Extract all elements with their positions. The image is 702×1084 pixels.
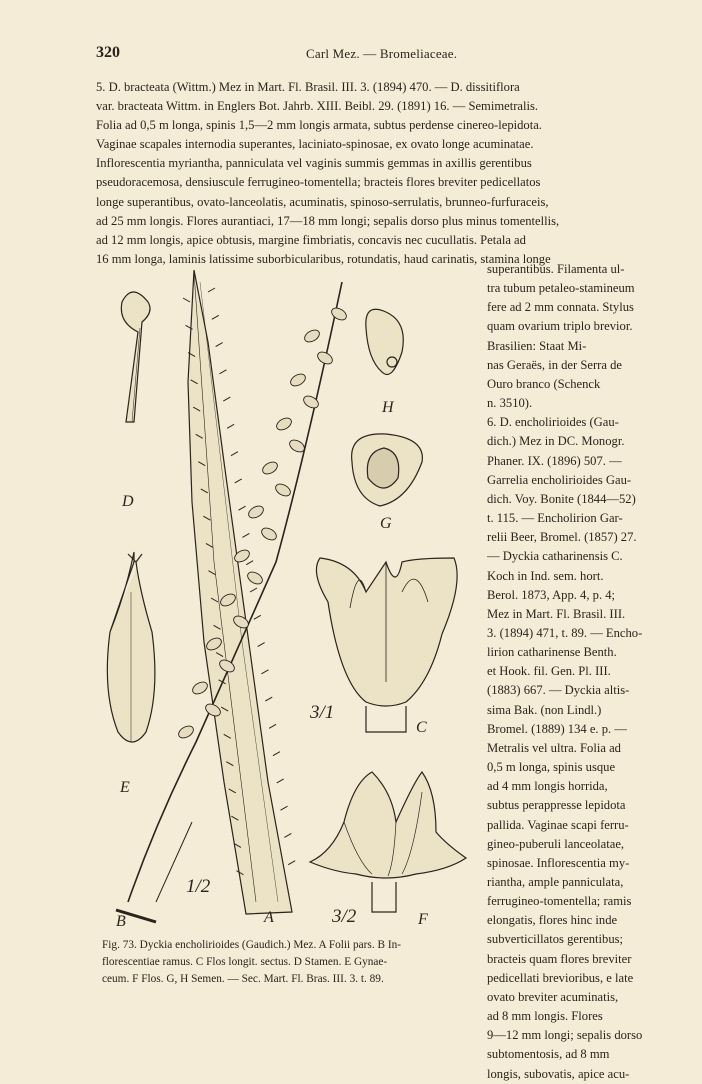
text-line: var. bracteata Wittm. in Englers Bot. Jahrb. XIII. Beibl. 29. (1891) 16. — Semimetralis. bbox=[96, 99, 539, 114]
leaf-spine bbox=[223, 397, 230, 401]
flower-section-drawing bbox=[316, 558, 457, 706]
text-line: nas Geraës, in der Serra de bbox=[487, 357, 622, 372]
text-line: relii Beer, Bromel. (1857) 27. bbox=[487, 530, 637, 545]
text-line: dich.) Mez in DC. Monogr. bbox=[487, 434, 625, 449]
text-line: 16 mm longa, laminis latissime suborbicularibus, rotundatis, haud carinatis, stamina longe bbox=[96, 251, 551, 266]
text-line: ad 8 mm longis. Flores bbox=[487, 1009, 603, 1024]
flower-bud bbox=[246, 570, 265, 587]
leaf-spine bbox=[284, 833, 291, 837]
text-line: riantha, ample panniculata, bbox=[487, 875, 624, 889]
leaf-drawing bbox=[188, 270, 292, 914]
text-line: subverticillatos gerentibus; bbox=[487, 932, 624, 947]
text-line: ad 25 mm longis. Flores aurantiaci, 17—18 mm longi; sepalis dorso plus minus tomentellis, bbox=[96, 213, 560, 228]
text-line: quam ovarium triplo brevior. bbox=[487, 319, 633, 334]
leaf-spine bbox=[254, 615, 261, 619]
text-line: Inflorescentia myriantha, panniculata vel vaginis summis gemmas in axillis gerentibus bbox=[96, 156, 532, 171]
leaf-spine bbox=[273, 752, 280, 756]
flower-bud bbox=[316, 350, 335, 367]
scale-half: 1/2 bbox=[186, 876, 211, 897]
text-line: ferrugineo-tomentella; ramis bbox=[487, 894, 632, 909]
text-line: Garrelia encholirioides Gau- bbox=[487, 472, 632, 487]
leaf-spine bbox=[235, 479, 242, 483]
stamen-drawing bbox=[121, 292, 150, 422]
text-line: Koch in Ind. sem. hort. bbox=[487, 568, 604, 583]
text-line: Folia ad 0,5 m longa, spinis 1,5—2 mm longis armata, subtus perdense cinereo-lepidota. bbox=[96, 118, 542, 133]
text-line: fere ad 2 mm connata. Stylus bbox=[487, 300, 634, 315]
text-line: 9—12 mm longi; sepalis dorso bbox=[487, 1028, 643, 1043]
figure-label-b: B bbox=[116, 913, 126, 930]
leaf-spine bbox=[219, 370, 226, 374]
leaf-spine bbox=[258, 643, 265, 647]
text-line: Phaner. IX. (1896) 507. — bbox=[487, 453, 622, 468]
leaf-spine bbox=[242, 533, 249, 537]
text-line: Ouro branco (Schenck bbox=[487, 376, 601, 391]
text-line: et Hook. fil. Gen. Pl. III. bbox=[487, 664, 611, 679]
text-line: subtus perappresse lepidota bbox=[487, 798, 626, 813]
leaf-spine bbox=[250, 588, 257, 592]
text-line: pseudoracemosa, densiuscule ferrugineo-tomentella; bracteis flores breviter pedicellatos bbox=[96, 175, 541, 190]
figure-label-a: A bbox=[264, 909, 274, 926]
flower-bud bbox=[247, 504, 266, 521]
leaf-spine bbox=[212, 315, 219, 319]
text-line: longe superantibus, ovato-lanceolatis, acuminatis, spinoso-serrulatis, brunneo-furfuraceis, bbox=[96, 194, 549, 209]
scale-three-one: 3/1 bbox=[310, 702, 335, 723]
text-line: t. 115. — Encholirion Gar- bbox=[487, 511, 623, 526]
figure-label-g: G bbox=[380, 515, 392, 532]
figure-label-d: D bbox=[122, 493, 134, 510]
text-line: Metralis vel ultra. Folia ad bbox=[487, 740, 621, 755]
text-line: Berol. 1873, App. 4, p. 4; bbox=[487, 587, 616, 602]
text-line: tra tubum petaleo-stamineum bbox=[487, 281, 635, 296]
text-line: subtomentosis, ad 8 mm bbox=[487, 1047, 610, 1062]
text-line: pedicellati brevioribus, e late bbox=[487, 970, 634, 985]
caption-line: ceum. F Flos. G, H Semen. — Sec. Mart. Fl. Bras. III. 3. t. 89. bbox=[102, 973, 384, 986]
figure-illustration bbox=[96, 262, 476, 934]
text-line: sima Bak. (non Lindl.) bbox=[487, 702, 602, 717]
botanical-figure bbox=[96, 262, 476, 934]
text-line: — Dyckia catharinensis C. bbox=[487, 549, 623, 564]
text-line: elongatis, flores hinc inde bbox=[487, 913, 618, 928]
flower-bud bbox=[289, 372, 308, 389]
caption-line: florescentiae ramus. C Flos longit. sectus. D Stamen. E Gynae- bbox=[102, 956, 388, 969]
text-line: gineo-puberuli lanceolatae, bbox=[487, 836, 625, 851]
text-line: Vaginae scapales internodia superantes, laciniato-spinosae, ex ovato longe acuminatae. bbox=[96, 137, 534, 152]
text-line: (1883) 667. — Dyckia altis- bbox=[487, 683, 630, 698]
leaf-spine bbox=[227, 424, 234, 428]
text-line: bracteis quam flores breviter bbox=[487, 951, 632, 966]
leaf-spine bbox=[216, 343, 223, 347]
running-head: Carl Mez. — Bromeliaceae. bbox=[306, 46, 458, 61]
leaf-spine bbox=[231, 452, 238, 456]
text-line: 3. (1894) 471, t. 89. — Encho- bbox=[487, 625, 643, 640]
leaf-spine bbox=[261, 670, 268, 674]
seed-h-drawing bbox=[366, 309, 403, 374]
page-number: 320 bbox=[96, 44, 120, 61]
flower-bud bbox=[274, 482, 293, 499]
flower-bud bbox=[260, 526, 279, 543]
flower-bud bbox=[275, 416, 294, 433]
text-line: Brasilien: Staat Mi- bbox=[487, 338, 587, 353]
entry-5-paragraph bbox=[96, 78, 674, 269]
leaf-spine bbox=[265, 697, 272, 701]
text-line: 0,5 m longa, spinis usque bbox=[487, 760, 616, 775]
leaf-spine bbox=[246, 561, 253, 565]
text-line: Mez in Mart. Fl. Brasil. III. bbox=[487, 606, 626, 621]
figure-label-h: H bbox=[382, 399, 394, 416]
text-line: lirion catharinense Benth. bbox=[487, 645, 617, 660]
leaf-spine bbox=[288, 861, 295, 865]
figure-label-e: E bbox=[120, 779, 130, 796]
figure-caption bbox=[102, 937, 478, 989]
text-line: 6. D. encholirioides (Gau- bbox=[487, 415, 619, 430]
page-header bbox=[96, 44, 674, 66]
flower-bud bbox=[330, 306, 349, 323]
scale-three-two: 3/2 bbox=[332, 906, 357, 927]
text-line: superantibus. Filamenta ul- bbox=[487, 262, 625, 276]
flower-bud bbox=[261, 460, 280, 477]
leaf-spine bbox=[269, 724, 276, 728]
caption-line: Fig. 73. Dyckia encholirioides (Gaudich.) Mez. A Folii pars. B In- bbox=[102, 939, 402, 951]
leaf-spine bbox=[281, 806, 288, 810]
leaf-spine bbox=[277, 779, 284, 783]
right-column-text bbox=[487, 260, 675, 1084]
text-line: ad 4 mm longis horrida, bbox=[487, 779, 608, 794]
figure-label-f: F bbox=[418, 911, 428, 928]
text-line: longis, subovatis, apice acu- bbox=[487, 1066, 630, 1081]
text-line: 5. D. bracteata (Wittm.) Mez in Mart. Fl. Brasil. III. 3. (1894) 470. — D. dissitiflora bbox=[96, 80, 520, 94]
leaf-spine bbox=[208, 288, 215, 292]
leaf-spine bbox=[239, 506, 246, 510]
flower-drawing bbox=[310, 772, 466, 878]
text-line: dich. Voy. Bonite (1844—52) bbox=[487, 491, 636, 506]
text-line: pallida. Vaginae scapi ferru- bbox=[487, 817, 629, 832]
text-line: ad 12 mm longis, apice obtusis, margine fimbriatis, concavis nec cucullatis. Petala ad bbox=[96, 232, 526, 247]
text-line: ovato breviter acuminatis, bbox=[487, 989, 619, 1004]
text-line: Bromel. (1889) 134 e. p. — bbox=[487, 721, 627, 736]
figure-label-c: C bbox=[416, 719, 427, 736]
flower-bud bbox=[177, 724, 196, 741]
flower-bud bbox=[191, 680, 210, 697]
leaf-spine bbox=[183, 298, 190, 302]
text-line: spinosae. Inflorescentia my- bbox=[487, 855, 630, 870]
text-line: n. 3510). bbox=[487, 396, 533, 411]
flower-bud bbox=[303, 328, 322, 345]
